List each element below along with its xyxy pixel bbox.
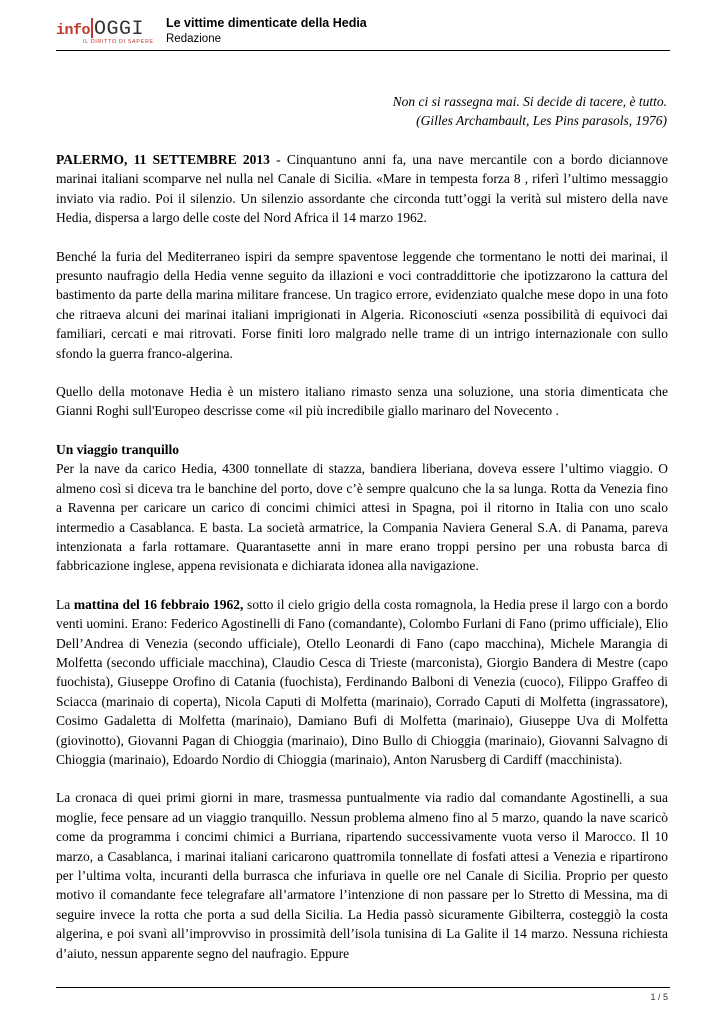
paragraph-2: Benché la furia del Mediterraneo ispiri da sempre spaventose leggende che tormentano le notti dei marinai, il presunto naufragio della Hedia venne seguito da illazioni e voci contraddittorie che ipotizzarono la cattura del bastimento da parte della marina militare francese. Un tragico errore, evidenziato qualche mese dopo in una foto che ritraeva alcuni dei marinai italiani imprigionati in Algeria. Riconosciuti «senza possibilità di equivoci dai familiari, cercati e mai ritrovati. Forse finiti loro malgrado nelle trame di un intrigo internazionale con sullo sfondo la guerra franco-algerina. xyxy=(56,248,668,361)
infooggi-logo xyxy=(56,16,156,46)
paragraph-5-lead: La xyxy=(56,596,74,612)
paragraph-3: Quello della motonave Hedia è un mistero italiano rimasto senza una soluzione, una storia dimenticata che Gianni Roghi sull'Europeo descrisse come «il più incredibile giallo marinaro del Novecento . xyxy=(56,384,668,419)
paragraph-5 xyxy=(56,595,668,770)
epigraph-quote: Non ci si rassegna mai. Si decide di tacere, è tutto. xyxy=(392,94,667,109)
paragraph-1-text: - Cinquantuno anni fa, una nave mercantile con a bordo diciannove marinai italiani scomparve nel nulla nel Canale di Sicilia. «Mare in tempesta forza 8 , riferì l’ultimo messaggio inviato via radio. Poi il silenzio. Un silenzio assordante che circonda tutt’oggi la verità sul mistero della nave Hedia, dispersa a largo delle coste del Nord Africa il 14 marzo 1962. xyxy=(56,152,668,226)
logo-info-text: info xyxy=(56,22,91,39)
dateline: PALERMO, 11 SETTEMBRE 2013 xyxy=(56,152,270,167)
header-rule xyxy=(56,50,670,51)
footer-rule xyxy=(56,987,670,988)
logo-divider xyxy=(91,18,93,38)
header-author: Redazione xyxy=(166,33,221,45)
page-number: 1 / 5 xyxy=(650,992,668,1002)
page-header xyxy=(56,14,670,52)
header-title: Le vittime dimenticate della Hedia xyxy=(166,16,367,30)
paragraph-5-bold: mattina del 16 febbraio 1962, xyxy=(73,596,244,612)
article-body xyxy=(56,150,668,982)
logo-oggi-text: OGGI xyxy=(94,18,145,41)
section-heading: Un viaggio tranquillo xyxy=(56,441,180,457)
logo-tagline: IL DIRITTO DI SAPERE xyxy=(83,39,154,45)
paragraph-4: Per la nave da carico Hedia, 4300 tonnellate di stazza, bandiera liberiana, doveva essere l’ultimo viaggio. O almeno così si diceva tra le banchine del porto, dove c’è sempre qualcuno che la sa lunga. Rotta da Venezia fino a Ravenna per caricare un carico di concimi chimici attesi in Spagna, poi il ritorno in Italia con uno scalo intermedio a Casablanca. E basta. La società armatrice, la Compania Naviera General S.A. di Panama, pareva intenzionata a farla rottamare. Quarantasette anni in mare erano troppi persino per una robusta barca di fabbricazione inglese, appena revisionata e dichiarata idonea alla navigazione. xyxy=(56,461,668,574)
paragraph-6: La cronaca di quei primi giorni in mare, trasmessa puntualmente via radio dal comandante Agostinelli, a sua moglie, fece pensare ad un viaggio tranquillo. Nessun problema almeno fino al 5 marzo, quando la nave scaricò come da programma i concimi chimici a Burriana, ripartendo successivamente vuota verso il Marocco. Il 10 marzo, a Casablanca, i marinai italiani caricarono quattromila tonnellate di fosfati attesi a Venezia e ripartirono per l’ultima volta, incuranti della burrasca che infuriava in quelle ore nel Canale di Sicilia. Proprio per questo motivo il comandante fece telegrafare all’armatore l’intenzione di non passare per lo Stretto di Messina, ma di seguire invece la rotta che porta a sud della Sicilia. La Hedia passò sicuramente Gibilterra, costeggiò la costa algerina, e poi svanì all’improvviso in prossimità dell’isola tunisina di La Galite il 14 marzo. Nessuna richiesta d’aiuto, nessun apparente segno del naufragio. Eppure xyxy=(56,790,668,961)
epigraph-attribution: (Gilles Archambault, Les Pins parasols, 1976) xyxy=(416,113,667,128)
paragraph-5-text: sotto il cielo grigio della costa romagnola, la Hedia prese il largo con a bordo venti uomini. Erano: Federico Agostinelli di Fano (comandante), Colombo Furlani di Fano (primo ufficiale), Elio Dell’Andrea di Venezia (secondo ufficiale), Otello Leonardi di Fano (capo macchina), Michele Marangia di Molfetta (secondo ufficiale macchina), Claudio Cesca di Trieste (marconista), Giorgio Bandera di Mestre (capo fuochista), Giuseppe Orofino di Catania (fuochista), Ferdinando Balboni di Venezia (cuoco), Filippo Graffeo di Sciacca (marinaio di coperta), Nicola Caputi di Molfetta (marinaio), Corrado Caputi di Molfetta (ingrassatore), Cosimo Gadaletta di Molfetta (marinaio), Damiano Bufi di Molfetta (marinaio), Giuseppe Uva di Molfetta (giovinotto), Giovanni Pagan di Chioggia (marinaio), Dino Bullo di Chioggia (marinaio), Giovanni Salvagno di Chioggia (marinaio), Edoardo Nordio di Chioggia (marinaio), Anton Narusberg di Cardiff (macchinista). xyxy=(56,596,669,767)
epigraph xyxy=(393,92,667,130)
paragraph-1 xyxy=(56,150,668,228)
